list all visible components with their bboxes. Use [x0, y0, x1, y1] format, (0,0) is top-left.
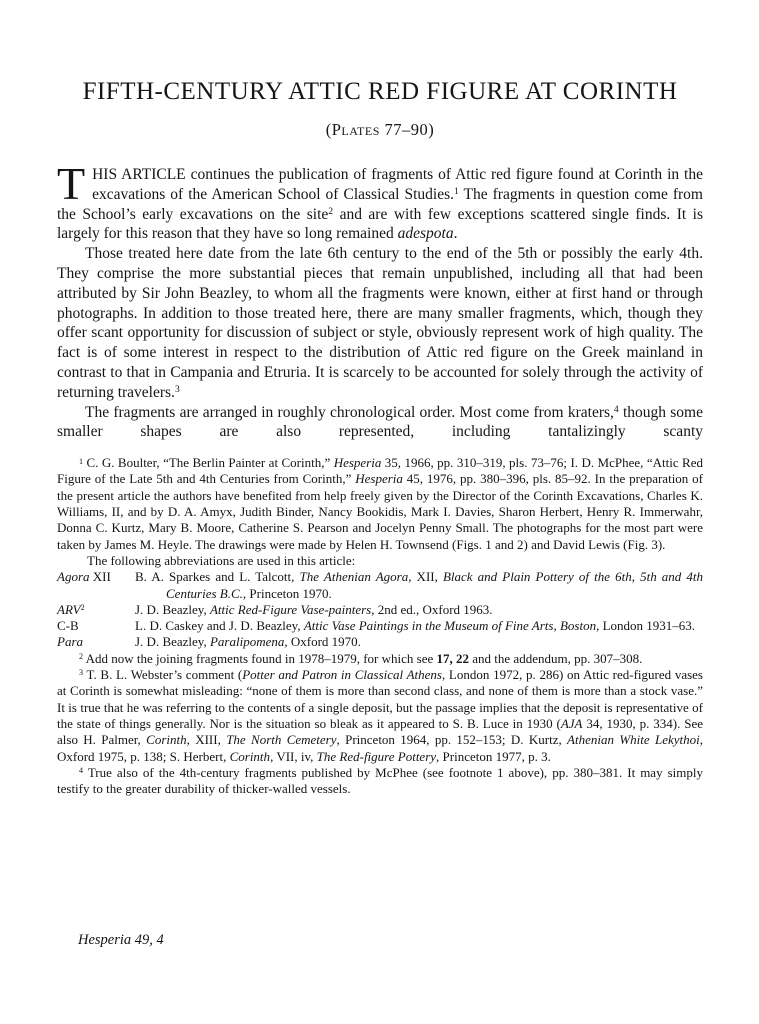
abbreviation-label: Agora XII: [57, 569, 111, 585]
abbreviation-description: J. D. Beazley, Paralipomena, Oxford 1970.: [135, 634, 361, 650]
plates-line: (Plates 77–90): [325, 120, 435, 139]
abbreviation-description: B. A. Sparkes and L. Talcott, The Athenian Agora, XII, Black and Plain Pottery of the 6th, 5th and 4th Centuries B.C., Princeton 1970.: [135, 569, 704, 601]
abbreviation-label: Para: [57, 634, 83, 650]
footnote-3: $^3$ T. B. L. Webster’s comment (Potter and Patron in Classical Athens, London 1972, p. 286) on Attic red-figured vases at Corinth is somewhat misleading: “none of them is more than second class, and none of them is more than a stock vase.” It is true that he was referring to the contents of a single deposit, but the passage implies that the deposit is representative of the state of things generally. Nor is the situation so bleak as it appeared to S. B. Luce in 1930 (AJA 34, 1930, p. 334). See also H. Palmer, Corinth, XIII, The North Cemetery, Princeton 1964, pp. 152–153; D. Kurtz, Athenian White Lekythoi, Oxford 1975, p. 138; S. Herbert, Corinth, VII, iv, The Red-figure Pottery, Princeton 1977, p. 3.: [57, 667, 703, 764]
abbreviation-row-c-b: [57, 618, 703, 634]
article-page: [57, 0, 703, 797]
abbreviation-label: C-B: [57, 618, 79, 634]
abbreviation-description: J. D. Beazley, Attic Red-Figure Vase-painters, 2nd ed., Oxford 1963.: [135, 601, 493, 617]
journal-footer: Hesperia 49, 4: [78, 932, 164, 948]
abbreviation-row-para: [57, 634, 703, 650]
abbreviation-row-agora-xii: [57, 569, 703, 602]
footnote-4: $^4$ True also of the 4th-century fragments published by McPhee (see footnote 1 above), pp. 380–381. It may simply testify to the greater durability of thicker-walled vessels.: [57, 764, 703, 797]
abbreviation-row-arv2: [57, 602, 703, 618]
footnote-2: $^2$ Add now the joining fragments found in 1978–1979, for which see 17, 22 and the addendum, pp. 307–308.: [79, 650, 643, 666]
article-title: FIFTH-CENTURY ATTIC RED FIGURE AT CORINTH: [82, 78, 678, 105]
article-body: [57, 158, 704, 442]
paragraph-3: The fragments are arranged in roughly chronological order. Most come from kraters,$^4$ though some smaller shapes are also represented, including tantalizingly scanty: [57, 403, 703, 441]
paragraph-1: [57, 158, 704, 244]
paragraph-2: Those treated here date from the late 6th century to the end of the 5th or possibly the early 4th. They comprise the more substantial pieces that remain unpublished, including all that had been attributed by Sir John Beazley, to whom all the fragments were known, either at first hand or through photographs. In addition to those treated here, there are many smaller fragments, which, though they offer scant opportunity for discussion of subject or style, obviously represent work of high quality. The fact is of some interest in respect to the distribution of Attic red figure on the Greek mainland in contrast to that in Campania and Etruria. It is scarcely to be accounted for solely through the activity of returning travelers.$^3$: [57, 245, 703, 401]
footnote-1: $^1$ C. G. Boulter, “The Berlin Painter at Corinth,” Hesperia 35, 1966, pp. 310–319, pls. 73–76; I. D. McPhee, “Attic Red Figure of the Late 5th and 4th Centuries from Corinth,” Hesperia 45, 1976, pp. 380–396, pls. 85–92. In the preparation of the present article the authors have benefited from help freely given by the Director of the Corinth Excavations, Charles K. Williams, II, and by D. A. Amyx, Judith Binder, Nancy Bookidis, Mark I. Davies, Sharon Herbert, Henry R. Immerwahr, Donna C. Kurtz, Mary B. Moore, Catherine S. Pearson and Jocelyn Penny Small. The photographs for the most part were taken by James M. Heyle. The drawings were made by Helen H. Townsend (Figs. 1 and 2) and David Lewis (Fig. 3).: [57, 455, 703, 552]
abbreviation-description: L. D. Caskey and J. D. Beazley, Attic Vase Paintings in the Museum of Fine Arts, Boston, London 1931–63.: [135, 618, 696, 634]
footnotes-block: [57, 455, 703, 797]
paragraph-1-text: HIS ARTICLE continues the publication of fragments of Attic red figure found at Corinth in the excavations of the American School of Classical Studies.$^1$ The fragments in question come from the School’s early excavations on the site$^2$ and are with few exceptions scattered single finds. It is largely for this reason that they have so long remained adespota.: [57, 166, 704, 243]
abbreviations-intro: The following abbreviations are used in this article:: [87, 552, 356, 568]
abbreviation-label: ARV$^2$: [57, 601, 85, 617]
dropcap-initial: T: [57, 158, 86, 209]
